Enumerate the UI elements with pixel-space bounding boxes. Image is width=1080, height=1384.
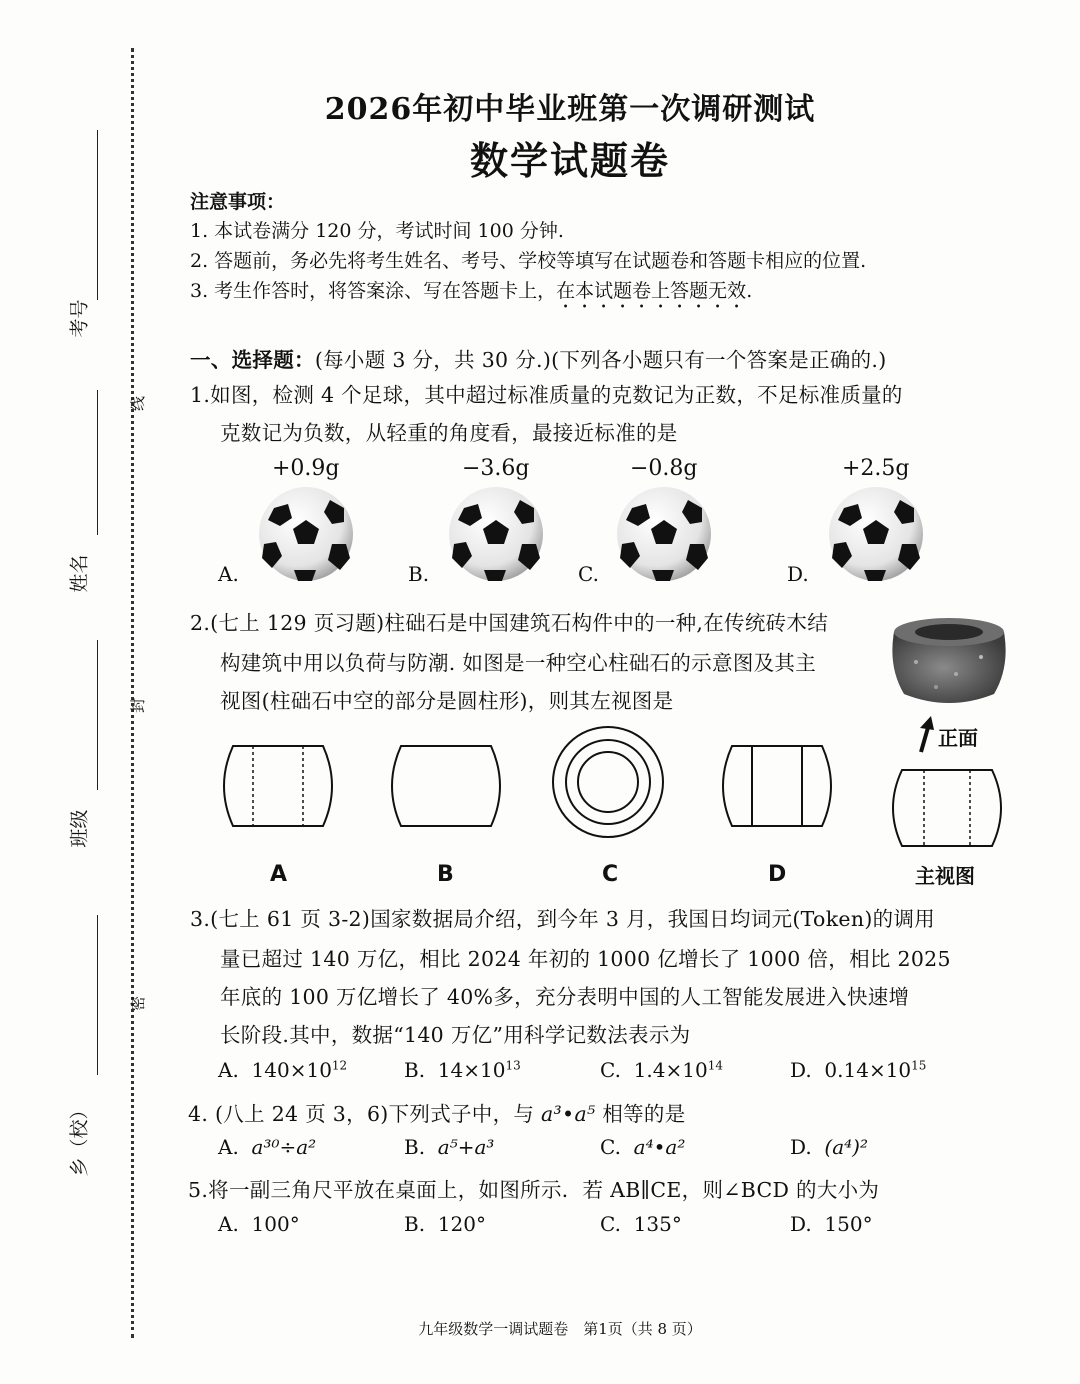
note-2: 2. 答题前，务必先将考生姓名、考号、学校等填写在试题卷和答题卡相应的位置.: [190, 250, 867, 272]
q3-option-c: C. $1.4\times 10^{14}$: [600, 1058, 723, 1082]
q1-line2: 克数记为负数，从轻重的角度看，最接近标准的是: [220, 421, 678, 445]
q1-weight-a: +0.9g: [272, 456, 340, 481]
q5-option-b: B. 120°: [404, 1212, 486, 1236]
q1-ball-b: [448, 486, 544, 582]
q2-line3: 视图(柱础石中空的部分是圆柱形)，则其左视图是: [220, 689, 674, 713]
q2-line2: 构建筑中用以负荷与防潮. 如图是一种空心柱础石的示意图及其主: [220, 651, 817, 675]
q1-ball-c: [616, 486, 712, 582]
seal-mark-seal: 封: [129, 697, 148, 714]
q1-label-c: C.: [578, 562, 599, 586]
q3-option-b: B. $14\times 10^{13}$: [404, 1058, 521, 1082]
q3-line1: 3.(七上 61 页 3-2)国家数据局介绍，到今年 3 月，我国日均词元(Token)的调用: [190, 907, 936, 931]
q3-option-d: D. $0.14\times 10^{15}$: [790, 1058, 927, 1082]
exam-title: 2026年初中毕业班第一次调研测试: [324, 92, 816, 127]
q1-ball-a: [258, 486, 354, 582]
q2-shape-c: [550, 724, 666, 840]
q1-ball-d: [828, 486, 924, 582]
q1-label-d: D.: [787, 562, 809, 586]
q2-line1: 2.(七上 129 页习题)柱础石是中国建筑石构件中的一种,在传统砖木结: [190, 611, 829, 635]
label-name: 姓名: [68, 554, 91, 593]
q5-option-a: A. 100°: [218, 1212, 300, 1236]
q1-weight-c: −0.8g: [630, 456, 698, 481]
q1-label-b: B.: [408, 562, 430, 586]
q3-line4: 长阶段.其中，数据“140 万亿”用科学记数法表示为: [220, 1023, 691, 1047]
q5-option-c: C. 135°: [600, 1212, 682, 1236]
q2-shape-a: [215, 742, 341, 830]
q2-front-label: 正面: [938, 726, 978, 750]
q5-stem: 5.将一副三角尺平放在桌面上，如图所示．若 AB∥CE，则∠BCD 的大小为: [188, 1178, 880, 1202]
class-line: [97, 640, 98, 790]
q4-option-d: D. (a⁴)²: [790, 1135, 868, 1159]
seal-dotted-line: [131, 48, 134, 1338]
q2-label-c: C: [602, 862, 619, 887]
q2-main-view-label: 主视图: [915, 864, 975, 888]
label-class: 班级: [68, 809, 91, 848]
note-3: 3. 考生作答时，将答案涂、写在答题卡上，在本试题卷上答题无效.: [190, 280, 753, 302]
q1-label-a: A.: [218, 562, 239, 586]
q3-line3: 年底的 100 万亿增长了 40%多，充分表明中国的人工智能发展进入快速增: [220, 985, 910, 1009]
q2-label-b: B: [437, 862, 454, 887]
school-line: [97, 915, 98, 1075]
q4-option-a: A. a³⁰÷a²: [218, 1135, 317, 1159]
exam-subtitle: 数学试题卷: [469, 138, 670, 183]
q2-label-d: D: [768, 862, 787, 887]
seal-mark-secret: 密: [129, 995, 148, 1012]
q2-label-a: A: [270, 862, 288, 887]
note-3-emphasis: 在本试题卷上答题无效: [556, 280, 747, 302]
q1-line1: 1.如图，检测 4 个足球，其中超过标准质量的克数记为正数，不足标准质量的: [190, 383, 903, 407]
q2-front-arrow: [912, 716, 934, 754]
q1-weight-b: −3.6g: [462, 456, 530, 481]
note-1: 1. 本试卷满分 120 分，考试时间 100 分钟.: [190, 220, 564, 242]
q4-option-c: C. a⁴•a²: [600, 1135, 686, 1159]
q3-option-a: A. $140\times 10^{12}$: [218, 1058, 348, 1082]
q4-option-b: B. a⁵+a³: [404, 1135, 495, 1159]
q1-weight-d: +2.5g: [842, 456, 910, 481]
q4-stem: 4. (八上 24 页 3，6)下列式子中，与 a³•a⁵ 相等的是: [188, 1102, 686, 1126]
q2-stone-photo: [886, 612, 1012, 712]
name-line: [97, 390, 98, 535]
q3-line2: 量已超过 140 万亿，相比 2024 年初的 1000 亿增长了 1000 倍，相比 2025: [220, 947, 951, 971]
page-footer: 九年级数学一调试题卷 第1页（共 8 页）: [418, 1320, 702, 1338]
q2-main-view: [884, 766, 1010, 850]
label-school: 乡（校）: [68, 1100, 91, 1177]
q5-option-d: D. 150°: [790, 1212, 873, 1236]
seal-mark-line: 线: [129, 395, 148, 412]
section-heading: 一、选择题：(每小题 3 分，共 30 分.)(下列各小题只有一个答案是正确的.): [190, 348, 887, 372]
q2-shape-d: [714, 742, 840, 830]
notes-heading: 注意事项：: [190, 191, 286, 213]
label-exam-number: 考号: [68, 299, 91, 338]
q2-shape-b: [383, 742, 509, 830]
